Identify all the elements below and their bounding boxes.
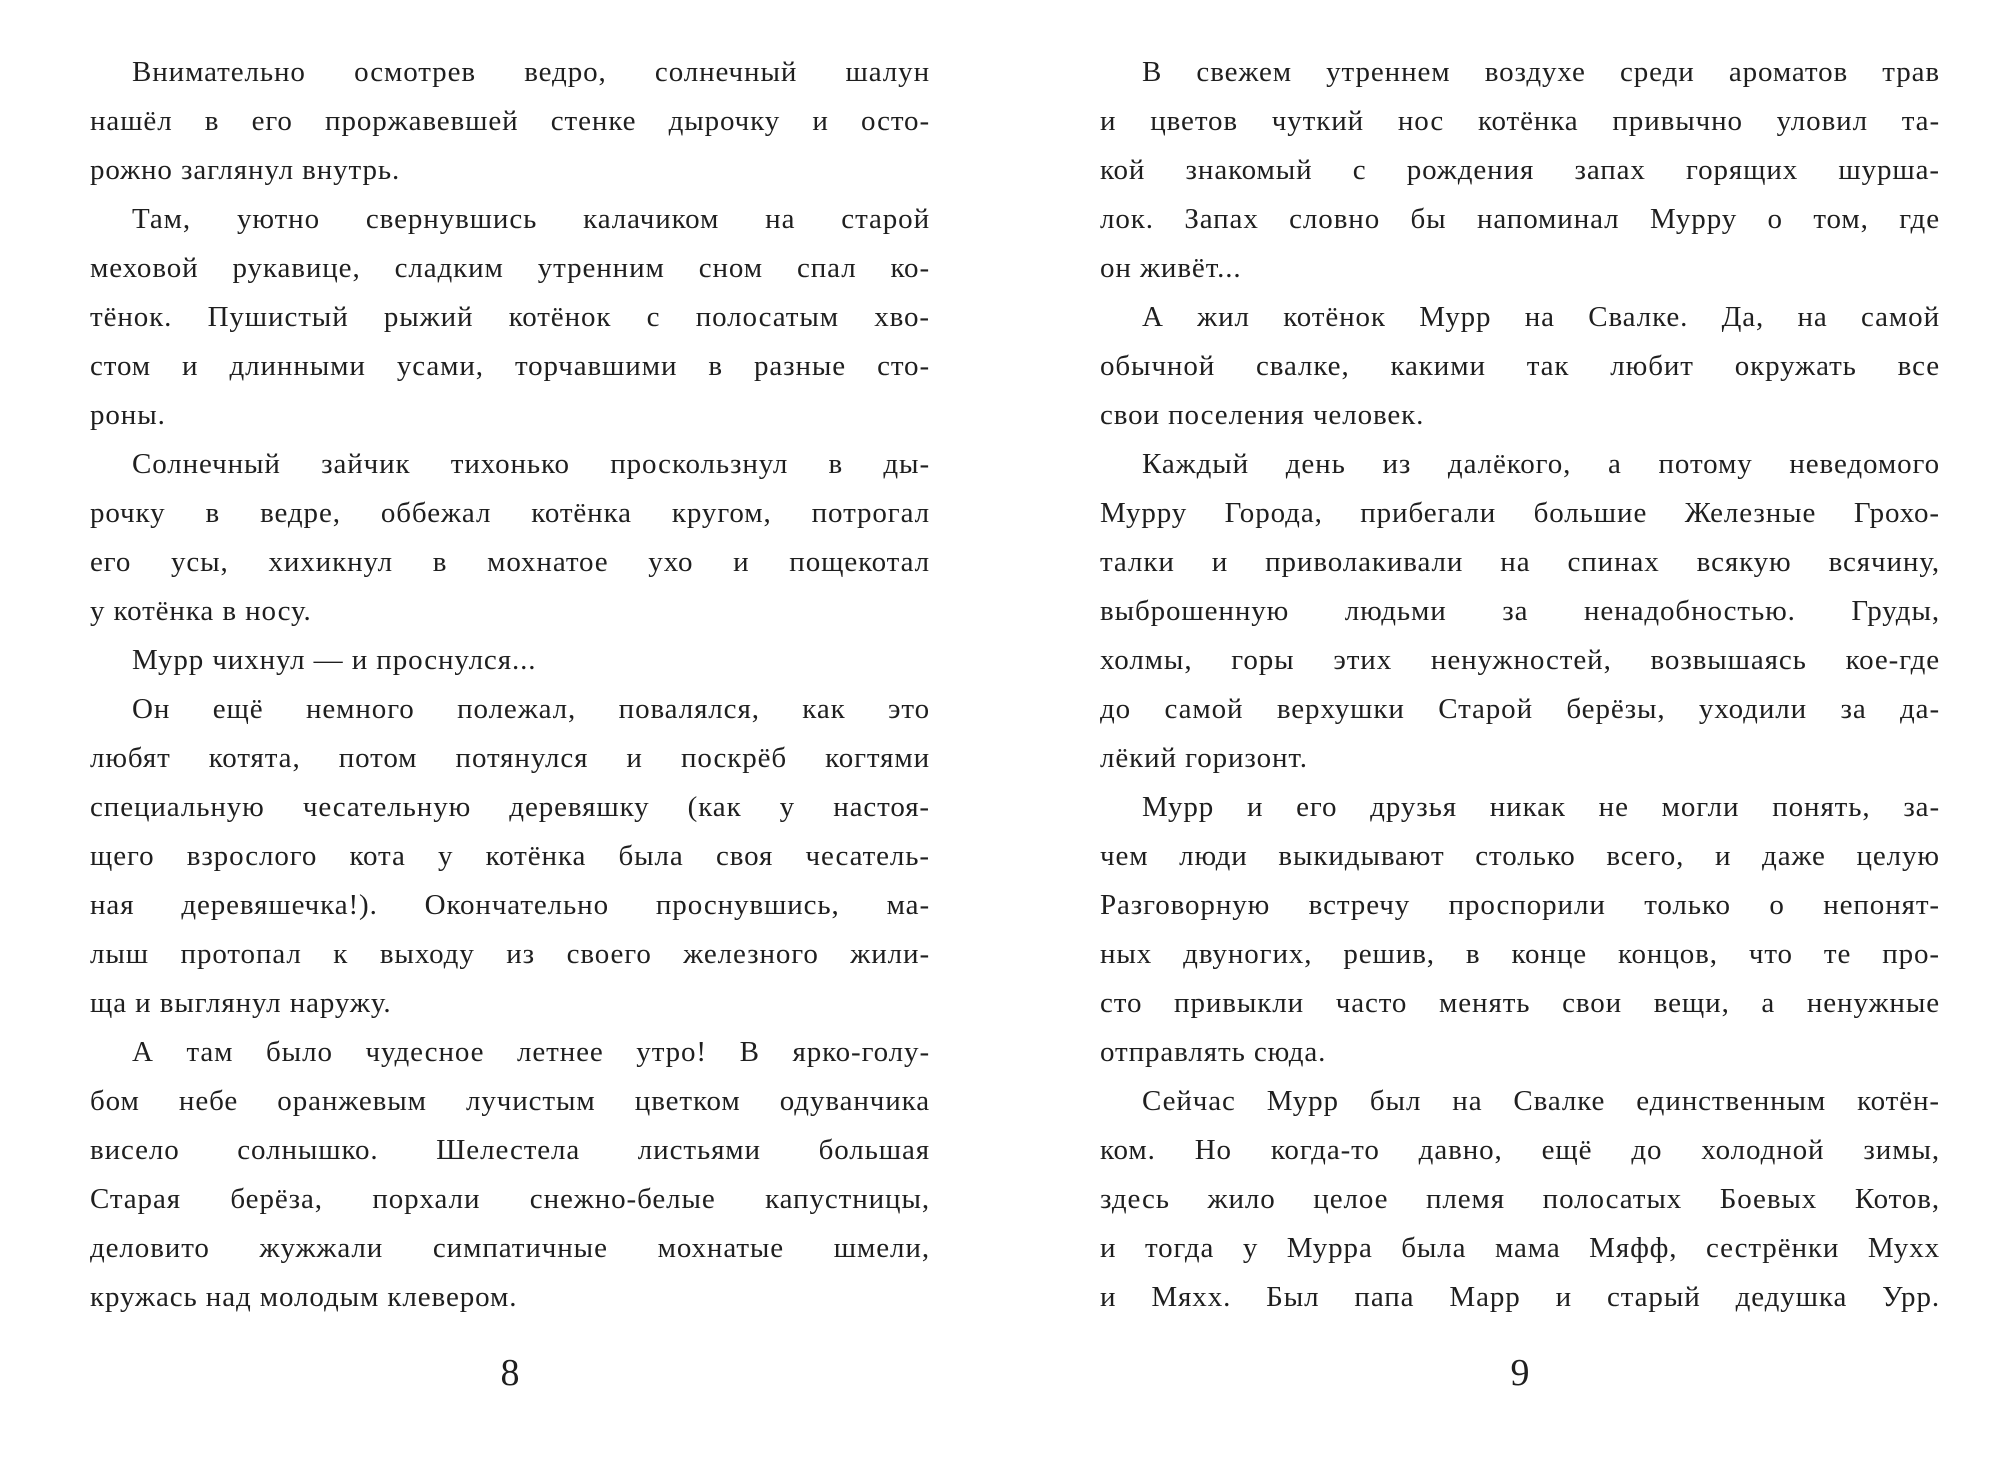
text-line: лёкий горизонт. (1100, 742, 1308, 774)
text-line: свои поселения человек. (1100, 399, 1425, 431)
text-line: у котёнка в носу. (90, 595, 312, 627)
page-number: 8 (500, 1352, 520, 1394)
right-page (1100, 48, 1940, 1468)
left-page (90, 48, 930, 1468)
text-line: кой знакомый с рождения запах горящих шурша- (1100, 154, 1940, 186)
text-line: щего взрослого кота у котёнка была своя чесатель- (90, 840, 930, 872)
text-line: Старая берёза, порхали снежно-белые капустницы, (90, 1183, 930, 1215)
text-line: обычной свалке, какими так любит окружать все (1100, 350, 1940, 382)
text-line: А там было чудесное летнее утро! В ярко-голу- (132, 1036, 930, 1068)
text-line: его усы, хихикнул в мохнатое ухо и пощекотал (90, 546, 930, 578)
text-line: стом и длинными усами, торчавшими в разные сто- (90, 350, 930, 382)
text-line: тёнок. Пушистый рыжий котёнок с полосатым хво- (90, 301, 930, 333)
text-line: висело солнышко. Шелестела листьями большая (90, 1134, 930, 1166)
text-line: Солнечный зайчик тихонько проскользнул в ды- (132, 448, 930, 480)
text-line: ком. Но когда-то давно, ещё до холодной зимы, (1100, 1134, 1940, 1166)
text-line: Внимательно осмотрев ведро, солнечный шалун (132, 56, 930, 88)
text-line: бом небе оранжевым лучистым цветком одуванчика (90, 1085, 930, 1117)
text-line: Мурр и его друзья никак не могли понять, за- (1142, 791, 1940, 823)
text-line: кружась над молодым клевером. (90, 1281, 518, 1313)
text-line: и Мяхх. Был папа Марр и старый дедушка Урр. (1100, 1281, 1940, 1313)
text-line: он живёт... (1100, 252, 1242, 284)
text-line: роны. (90, 399, 166, 431)
text-line: Мурр чихнул — и проснулся... (132, 644, 537, 676)
text-line: нашёл в его проржавевшей стенке дырочку и осто- (90, 105, 930, 137)
text-line: специальную чесательную деревяшку (как у настоя- (90, 791, 930, 823)
text-line: здесь жило целое племя полосатых Боевых Котов, (1100, 1183, 1940, 1215)
text-line: Там, уютно свернувшись калачиком на старой (132, 203, 930, 235)
text-line: и цветов чуткий нос котёнка привычно уловил та- (1100, 105, 1940, 137)
left-page-text (90, 48, 930, 1322)
text-line: Разговорную встречу проспорили только о непонят- (1100, 889, 1940, 921)
text-line: лок. Запах словно бы напоминал Мурру о том, где (1100, 203, 1940, 235)
text-line: холмы, горы этих ненужностей, возвышаясь кое-где (1100, 644, 1940, 676)
text-line: чем люди выкидывают столько всего, и даже целую (1100, 840, 1940, 872)
right-page-text (1100, 48, 1940, 1322)
page-number: 9 (1510, 1352, 1530, 1394)
text-line: и тогда у Мурра была мама Мяфф, сестрёнки Мухх (1100, 1232, 1940, 1264)
text-line: Мурру Города, прибегали большие Железные Грохо- (1100, 497, 1940, 529)
text-line: рожно заглянул внутрь. (90, 154, 401, 186)
text-line: А жил котёнок Мурр на Свалке. Да, на самой (1142, 301, 1940, 333)
text-line: выброшенную людьми за ненадобностью. Груды, (1100, 595, 1940, 627)
text-line: ща и выглянул наружу. (90, 987, 392, 1019)
text-line: Он ещё немного полежал, повалялся, как это (132, 693, 930, 725)
text-line: любят котята, потом потянулся и поскрёб когтями (90, 742, 930, 774)
text-line: меховой рукавице, сладким утренним сном спал ко- (90, 252, 930, 284)
text-line: деловито жужжали симпатичные мохнатые шмели, (90, 1232, 930, 1264)
text-line: ных двуногих, решив, в конце концов, что те про- (1100, 938, 1940, 970)
text-line: ная деревяшечка!). Окончательно проснувшись, ма- (90, 889, 930, 921)
text-line: рочку в ведре, оббежал котёнка кругом, потрогал (90, 497, 930, 529)
text-line: талки и приволакивали на спинах всякую всячину, (1100, 546, 1940, 578)
text-line: лыш протопал к выходу из своего железного жили- (90, 938, 930, 970)
text-line: В свежем утреннем воздухе среди ароматов трав (1142, 56, 1940, 88)
text-line: отправлять сюда. (1100, 1036, 1327, 1068)
text-line: до самой верхушки Старой берёзы, уходили за да- (1100, 693, 1940, 725)
text-line: Сейчас Мурр был на Свалке единственным котён- (1142, 1085, 1940, 1117)
text-line: сто привыкли часто менять свои вещи, а ненужные (1100, 987, 1940, 1019)
text-line: Каждый день из далёкого, а потому неведомого (1142, 448, 1940, 480)
